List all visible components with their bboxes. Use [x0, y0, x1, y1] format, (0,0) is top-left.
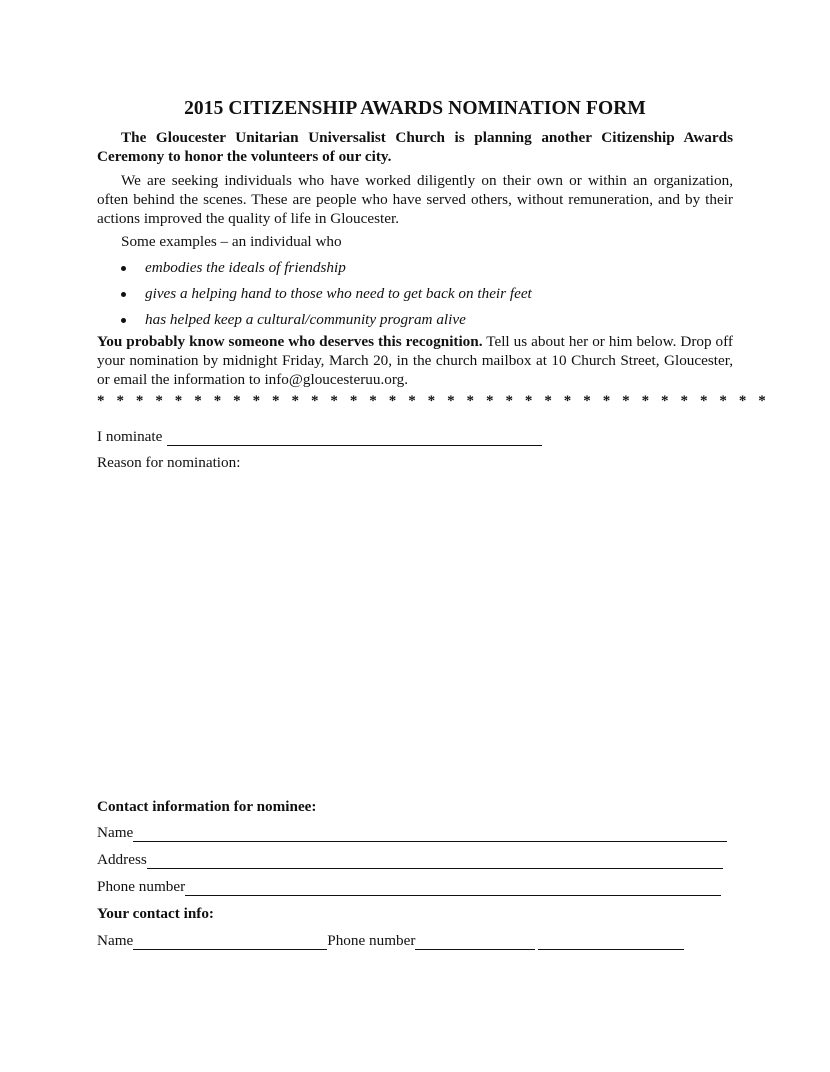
- your-contact-heading: Your contact info:: [97, 905, 214, 922]
- nominee-address-row: [97, 849, 723, 869]
- bullet-icon: [121, 292, 126, 297]
- bullet-icon: [121, 318, 126, 323]
- nominee-address-field[interactable]: [147, 852, 723, 869]
- reason-label: Reason for nomination:: [97, 454, 241, 471]
- nominee-contact-heading: Contact information for nominee:: [97, 798, 317, 815]
- examples-list: [97, 258, 733, 336]
- nominate-label: I nominate: [97, 428, 163, 445]
- example-text: has helped keep a cultural/community program alive: [145, 311, 466, 328]
- your-phone-extra-field[interactable]: [538, 933, 684, 950]
- nominee-phone-row: [97, 876, 721, 896]
- your-name-label: Name: [97, 932, 134, 949]
- nominee-name-label: Name: [97, 824, 134, 841]
- nominee-contact-heading-row: [97, 796, 316, 816]
- your-contact-row: [97, 930, 684, 950]
- your-phone-label: Phone number: [327, 932, 416, 949]
- nominee-name-field[interactable]: [167, 429, 542, 446]
- form-title: 2015 CITIZENSHIP AWARDS NOMINATION FORM: [184, 98, 646, 119]
- examples-intro: Some examples – an individual who: [121, 233, 342, 250]
- nominee-phone-label: Phone number: [97, 878, 186, 895]
- star-divider: * * * * * * * * * * * * * * * * * * * * * * * * * * * * * * * * * * *: [97, 393, 770, 409]
- bullet-icon: [121, 266, 126, 271]
- list-item: [97, 258, 733, 284]
- cta-text: Tell us about her or him below. Drop off your nomination by midnight Friday, March 20, in the church mailbox at 10 Church Street, Gloucester, or email the information to info@gloucesteruu.org.: [97, 333, 733, 388]
- nominate-row: [97, 426, 542, 446]
- nominee-name-row: [97, 822, 727, 842]
- cta-bold-text: You probably know someone who deserves this recognition.: [97, 333, 483, 350]
- reason-row: [97, 452, 240, 472]
- example-text: gives a helping hand to those who need to get back on their feet: [145, 285, 532, 302]
- your-phone-field[interactable]: [415, 933, 535, 950]
- list-item: [97, 284, 733, 310]
- nominee-contact-name-field[interactable]: [133, 825, 727, 842]
- nominee-phone-field[interactable]: [185, 879, 721, 896]
- nominee-address-label: Address: [97, 851, 147, 868]
- seeking-paragraph: We are seeking individuals who have worked diligently on their own or within an organization, often behind the scenes. These are people who have served others, without remuneration, and by their actions improved the quality of life in Gloucester.: [97, 172, 733, 227]
- example-text: embodies the ideals of friendship: [145, 259, 346, 276]
- your-contact-heading-row: [97, 903, 214, 923]
- your-name-field[interactable]: [133, 933, 327, 950]
- intro-paragraph: The Gloucester Unitarian Universalist Church is planning another Citizenship Awards Ceremony to honor the volunteers of our city.: [97, 129, 733, 165]
- call-to-action-paragraph: [97, 332, 733, 389]
